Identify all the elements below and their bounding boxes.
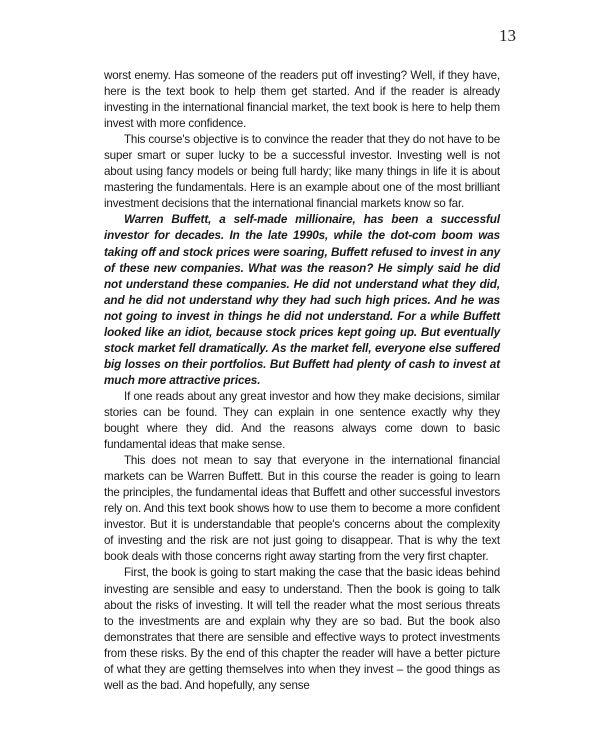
paragraph-great-investors: If one reads about any great investor and how they make decisions, similar stories can be found. They can explain in one sentence exactly why they bought where they did. And the reasons always come down to basic fundamental ideas that make sense. <box>104 389 500 452</box>
page-number: 13 <box>499 26 516 45</box>
paragraph-buffett-example: Warren Buffett, a self-made millionaire, has been a successful investor for decades. In the late 1990s, while the dot-com boom was taking off and stock prices were soaring, Buffett refused to invest in any of these new companies. What was the reason? He simply said he did not understand these companies. He did not understand what they did, and he did not understand why they had such high prices. And he was not going to invest in things he did not understand. For a while Buffett looked like an idiot, because stock prices kept going up. But eventually stock market fell dramatically. As the market fell, everyone else suffered big losses on their portfolios. But Buffett had plenty of cash to invest at much more attractive prices. <box>104 213 500 387</box>
paragraph-continuation: worst enemy. Has someone of the readers put off investing? Well, if they have, here is the text book to help them get started. And if the reader is already investing in the international financial market, the text book is here to help them invest with more confidence. <box>104 69 500 131</box>
paragraph-course-objective: This course's objective is to convince the reader that they do not have to be super smart or super lucky to be a successful investor. Investing well is not about using fancy models or being full hardy; like many things in life it is about mastering the fundamentals. Here is an example about one of the most brilliant investment decisions that the international financial markets know so far. <box>104 133 500 211</box>
paragraph-principles: This does not mean to say that everyone in the international financial markets can be Warren Buffett. But in this course the reader is going to learn the principles, the fundamental ideas that Buffett and other successful investors rely on. And this text book shows how to use them to become a more confident investor. But it is understandable that people's concerns about the complexity of investing and the risk are not just going to disappear. That is why the text book deals with those concerns right away starting from the very first chapter. <box>104 454 500 564</box>
paragraph-book-plan: First, the book is going to start making the case that the basic ideas behind investing are sensible and easy to understand. Then the book is going to talk about the risks of investing. It will tell the reader what the most serious threats to the investments are and explain why they are so bad. But the book also demonstrates that there are sensible and effective ways to protect investments from these risks. By the end of this chapter the reader will have a better picture of what they are getting themselves into when they invest – the good things as well as the bad. And hopefully, any sense <box>104 566 500 692</box>
body-text <box>104 68 500 694</box>
